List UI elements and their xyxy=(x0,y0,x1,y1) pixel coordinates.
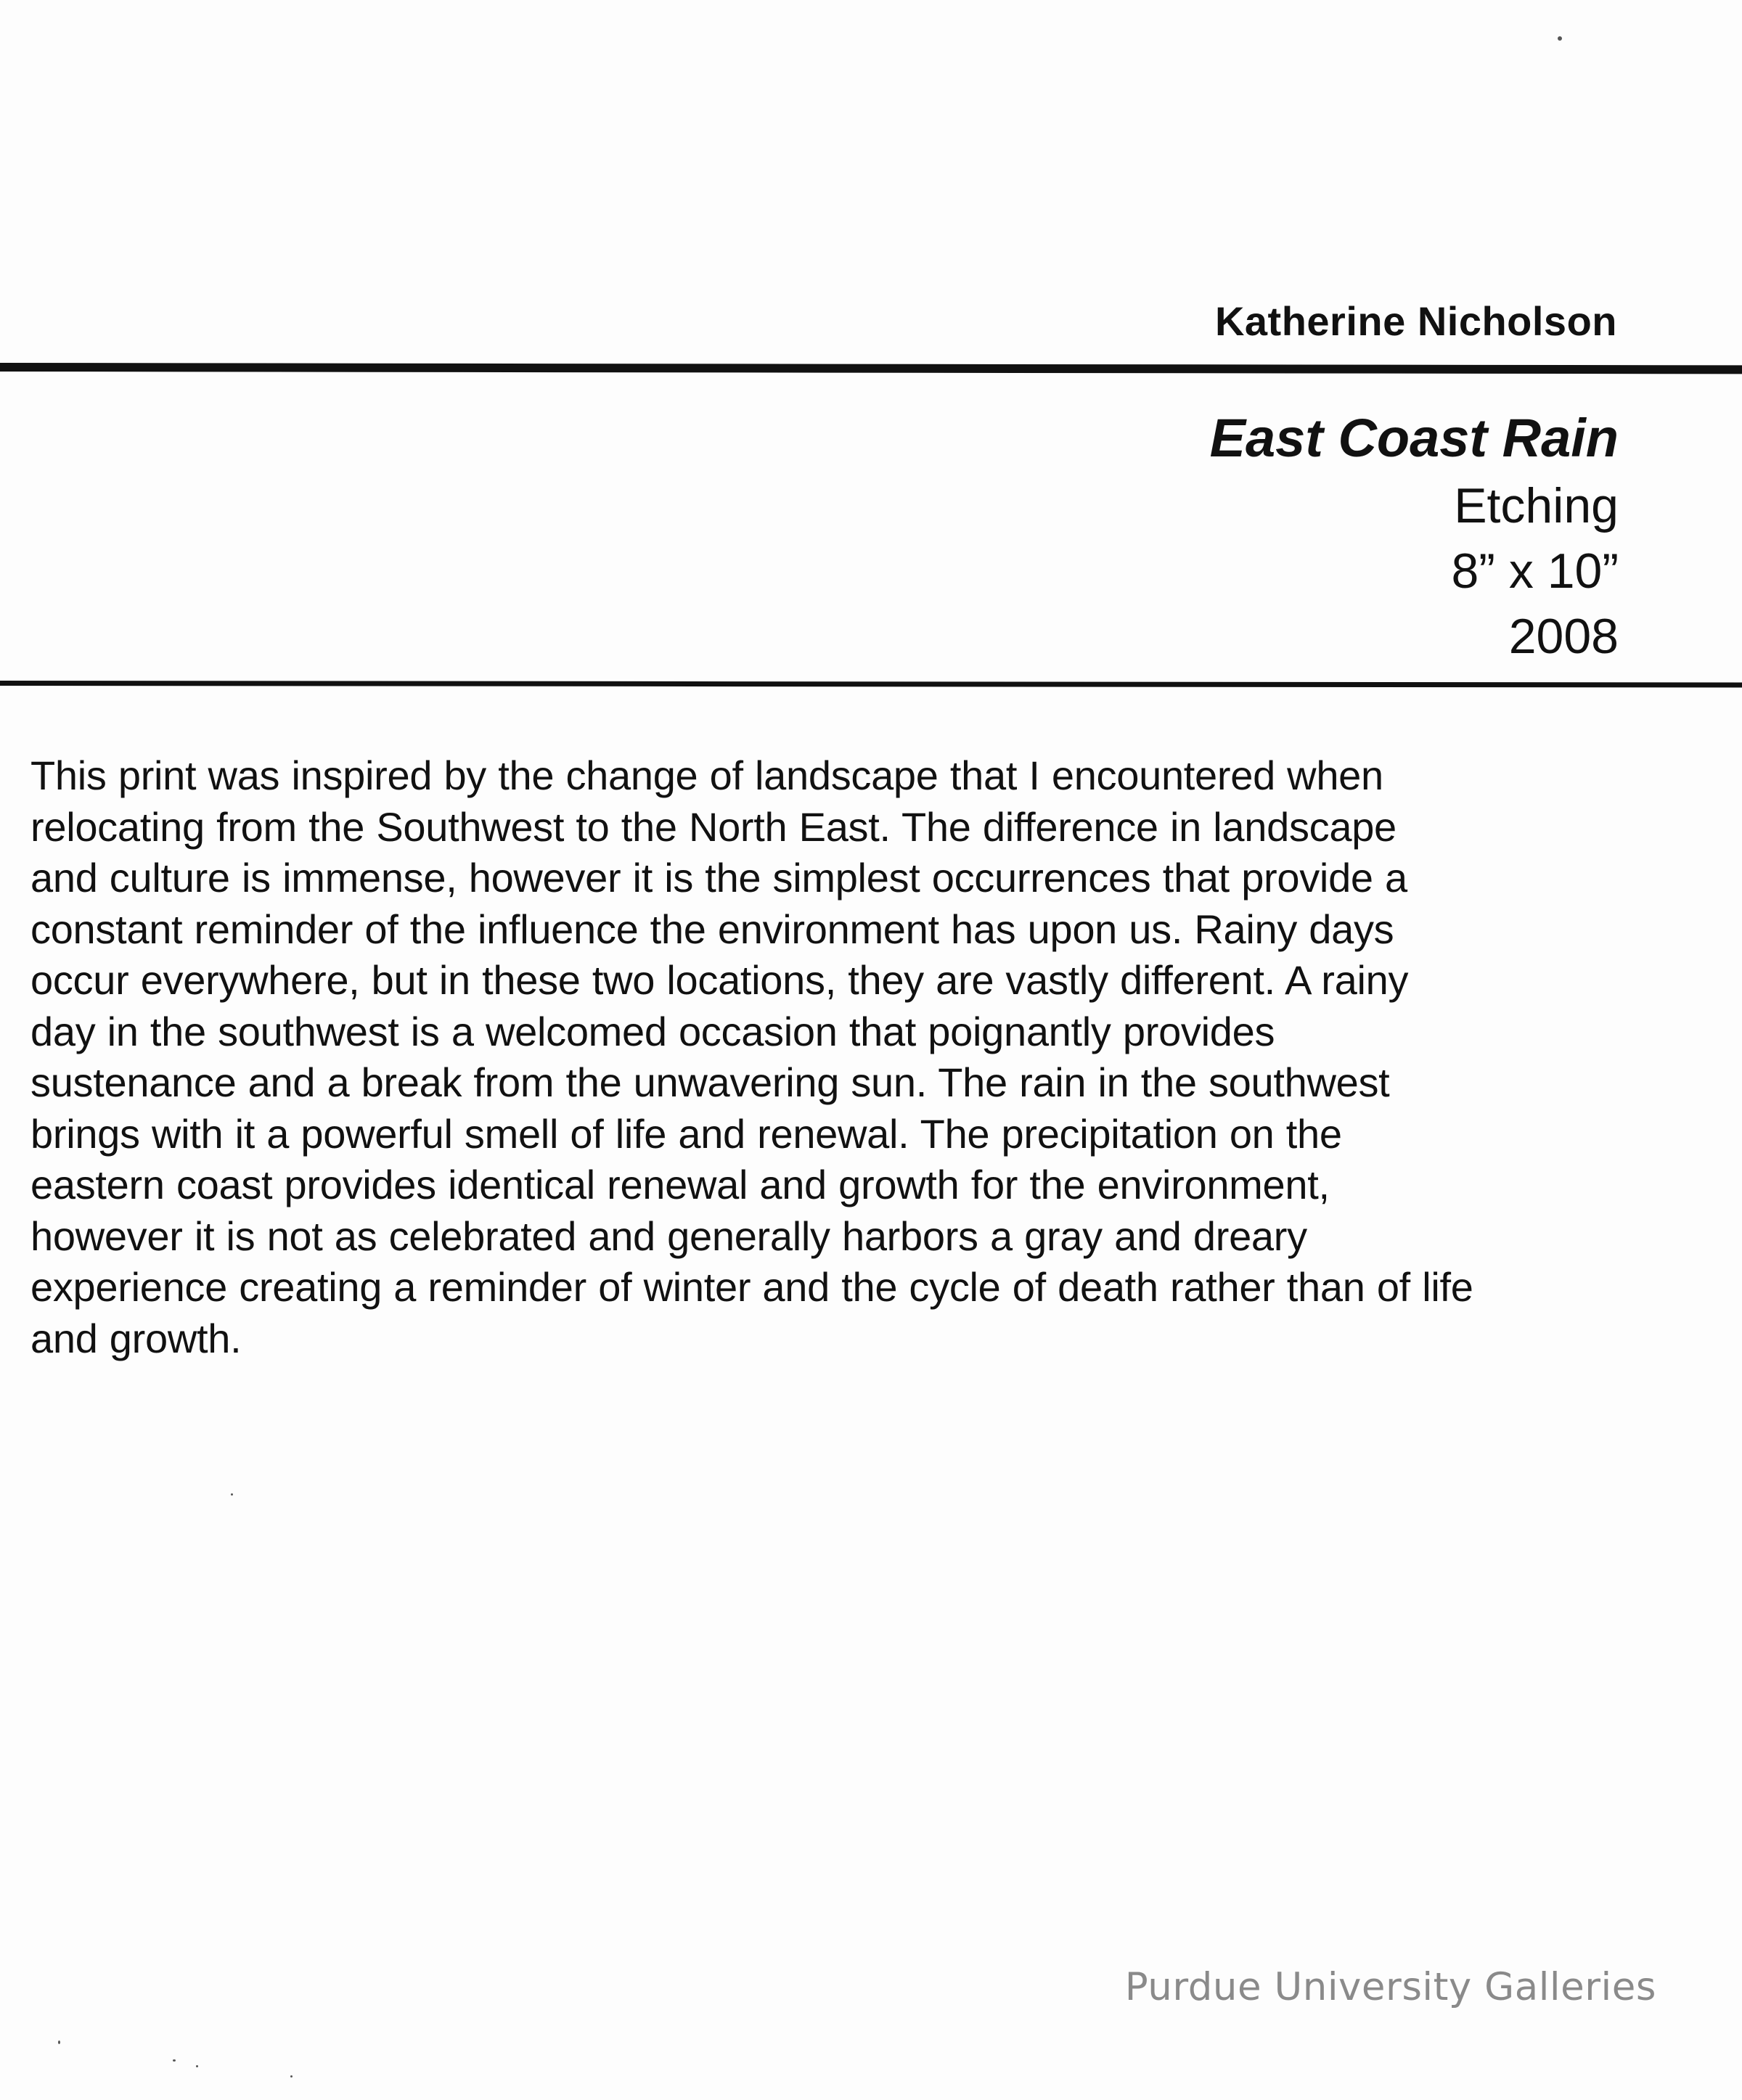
artist-statement xyxy=(30,750,1656,1364)
statement-line: occur everywhere, but in these two locations, they are vastly different. A rainy xyxy=(30,957,1409,1003)
artwork-details xyxy=(1210,403,1619,669)
statement-line: relocating from the Southwest to the North East. The difference in landscape xyxy=(30,803,1397,850)
details-divider xyxy=(0,681,1742,688)
artwork-dimensions: 8” x 10” xyxy=(1451,544,1619,599)
scan-speck xyxy=(173,2059,176,2062)
statement-paragraph xyxy=(30,750,1656,1364)
artwork-year: 2008 xyxy=(1508,609,1619,664)
header-divider xyxy=(0,363,1742,374)
statement-line: and growth. xyxy=(30,1315,242,1361)
statement-line: day in the southwest is a welcomed occasion that poignantly provides xyxy=(30,1008,1275,1054)
statement-line: sustenance and a break from the unwavering sun. The rain in the southwest xyxy=(30,1059,1390,1105)
statement-line: eastern coast provides identical renewal and growth for the environment, xyxy=(30,1162,1330,1207)
scan-speck xyxy=(231,1493,233,1496)
statement-line: constant reminder of the influence the environment has upon us. Rainy days xyxy=(30,906,1394,952)
scan-speck xyxy=(196,2065,198,2067)
artwork-medium: Etching xyxy=(1454,478,1619,533)
artist-name: Katherine Nicholson xyxy=(1214,298,1617,344)
statement-line: This print was inspired by the change of landscape that I encountered when xyxy=(30,752,1383,798)
statement-line: experience creating a reminder of winter and the cycle of death rather than of life xyxy=(30,1264,1473,1310)
statement-line: and culture is immense, however it is the simplest occurrences that provide a xyxy=(30,855,1407,901)
scan-speck xyxy=(290,2075,293,2078)
artwork-title: East Coast Rain xyxy=(1209,408,1619,468)
scan-speck xyxy=(1558,36,1562,41)
statement-line: however it is not as celebrated and generally harbors a gray and dreary xyxy=(30,1213,1307,1259)
watermark: Purdue University Galleries xyxy=(1124,1965,1656,2009)
scan-speck xyxy=(58,2040,60,2044)
statement-line: brings with it a powerful smell of life and renewal. The precipitation on the xyxy=(30,1110,1342,1157)
